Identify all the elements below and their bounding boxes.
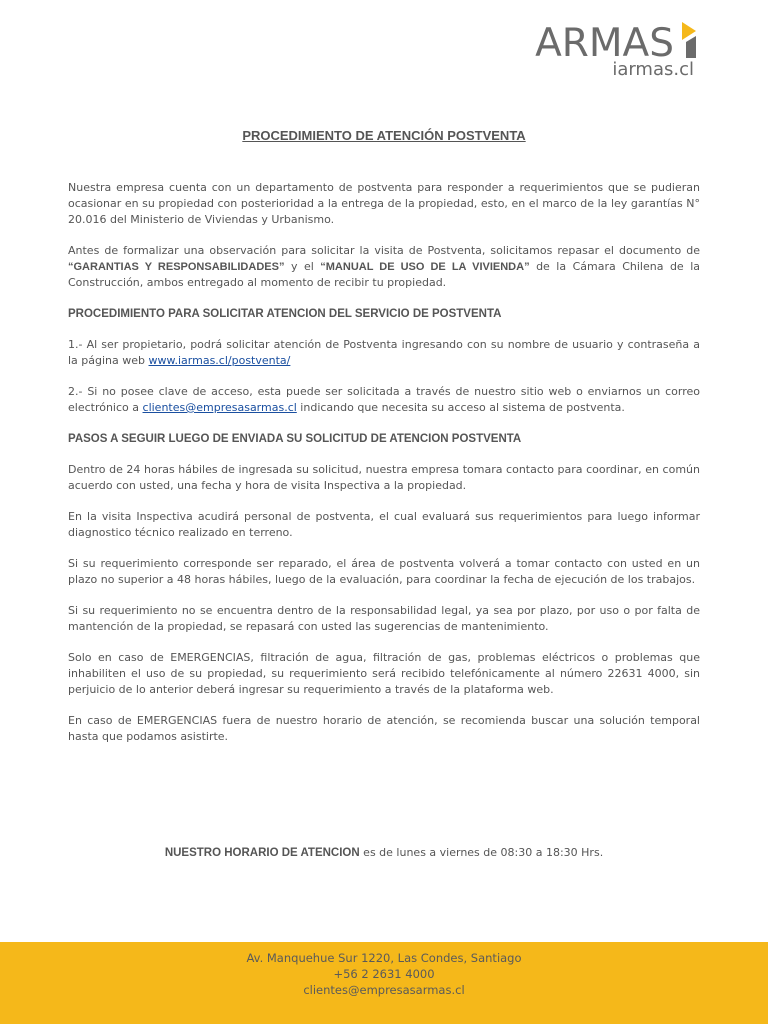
steps-paragraph: En caso de EMERGENCIAS fuera de nuestro horario de atención, se recomienda buscar una solución temporal hasta que podamos asistirte.	[68, 714, 700, 743]
document-body	[68, 180, 700, 760]
company-logo	[510, 22, 700, 82]
section-heading-steps: PASOS A SEGUIR LUEGO DE ENVIADA SU SOLICITUD DE ATENCION POSTVENTA	[68, 433, 522, 445]
logo-mark-icon	[682, 22, 700, 58]
office-hours-text: es de lunes a viernes de 08:30 a 18:30 Hrs.	[359, 846, 604, 859]
office-hours-label: NUESTRO HORARIO DE ATENCION	[164, 847, 360, 859]
email-link[interactable]: clientes@empresasarmas.cl	[142, 401, 297, 414]
footer-bar	[0, 942, 768, 1024]
step-1	[68, 337, 700, 369]
step-2-end: indicando que necesita su acceso al sistema de postventa.	[296, 401, 625, 414]
steps-paragraph: Solo en caso de EMERGENCIAS, filtración de agua, filtración de gas, problemas eléctricos o problemas que inhabiliten el uso de su propiedad, su requerimiento será recibido telefónicamente al número 22631 4000, sin perjuicio de lo anterior deberá ingresar su requerimiento a través de la plataforma web.	[68, 651, 700, 696]
steps-paragraph: Dentro de 24 horas hábiles de ingresada su solicitud, nuestra empresa tomara contacto para coordinar, en común acuerdo con usted, una fecha y hora de visita Inspectiva a la propiedad.	[68, 463, 700, 492]
logo-domain: iarmas.cl	[612, 59, 694, 80]
intro-p2-end: de la Cámara Chilena de la Construcción, ambos entregado al momento de recibir tu propiedad.	[68, 260, 700, 289]
step-2	[68, 384, 700, 416]
steps-paragraph: En la visita Inspectiva acudirá personal de postventa, el cual evaluará sus requerimientos para luego informar diagnostico técnico realizado en terreno.	[68, 510, 700, 539]
step-2-text: 2.- Si no posee clave de acceso, esta puede ser solicitada a través de nuestro sitio web o enviarnos un correo electrónico a	[68, 385, 700, 414]
office-hours	[0, 846, 768, 859]
intro-p2-mid: y el	[284, 260, 321, 273]
doc-manual: “MANUAL DE USO DE LA VIVIENDA”	[320, 261, 530, 273]
postventa-link[interactable]: www.iarmas.cl/postventa/	[148, 354, 291, 367]
intro-p2-start: Antes de formalizar una observación para solicitar la visita de Postventa, solicitamos repasar el documento de	[68, 244, 700, 257]
section-heading-procedure: PROCEDIMIENTO PARA SOLICITAR ATENCION DEL SERVICIO DE POSTVENTA	[68, 308, 502, 320]
doc-garantias: “GARANTIAS Y RESPONSABILIDADES”	[68, 261, 285, 273]
steps-paragraph: Si su requerimiento no se encuentra dentro de la responsabilidad legal, ya sea por plazo, por uso o por falta de mantención de la propiedad, se repasará con usted las sugerencias de mantenimiento.	[68, 604, 700, 633]
footer-email: clientes@empresasarmas.cl	[303, 983, 465, 997]
footer-address: Av. Manquehue Sur 1220, Las Condes, Santiago	[246, 951, 522, 965]
step-1-text: 1.- Al ser propietario, podrá solicitar atención de Postventa ingresando con su nombre de usuario y contraseña a la página web	[68, 338, 700, 367]
document-title: PROCEDIMIENTO DE ATENCIÓN POSTVENTA	[242, 128, 526, 143]
intro-paragraph-1: Nuestra empresa cuenta con un departamento de postventa para responder a requerimientos que se pudieran ocasionar en su propiedad con posterioridad a la entrega de la propiedad, esto, en el marco de la ley garantías N° 20.016 del Ministerio de Viviendas y Urbanismo.	[68, 181, 700, 226]
intro-paragraph-2	[68, 243, 700, 291]
logo-wordmark: ARMAS	[535, 21, 674, 66]
footer-phone: +56 2 2631 4000	[333, 967, 435, 981]
steps-paragraph: Si su requerimiento corresponde ser reparado, el área de postventa volverá a tomar contacto con usted en un plazo no superior a 48 horas hábiles, luego de la evaluación, para coordinar la fecha de ejecución de los trabajos.	[68, 557, 700, 586]
